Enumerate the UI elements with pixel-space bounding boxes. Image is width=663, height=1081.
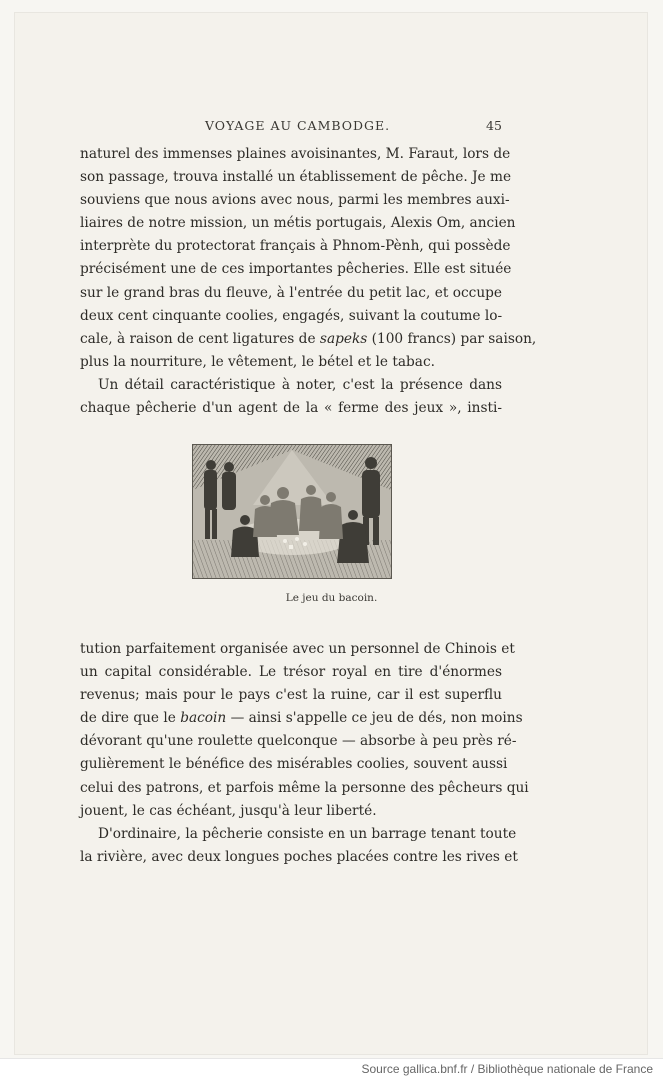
italic-term-sapeks: sapeks bbox=[319, 330, 368, 347]
text-line: D'ordinaire, la pêcherie consiste en un barrage tenant toute bbox=[98, 825, 517, 842]
source-attribution: Source gallica.bnf.fr / Bibliothèque nationale de France bbox=[361, 1062, 653, 1076]
engraving-illustration bbox=[192, 444, 392, 579]
text-line: Un détail caractéristique à noter, c'est la présence dans bbox=[98, 376, 502, 393]
text-line: sur le grand bras du fleuve, à l'entrée du petit lac, et occupe bbox=[80, 284, 502, 301]
text-line: liaires de notre mission, un métis portugais, Alexis Om, ancien bbox=[80, 215, 516, 232]
running-title: VOYAGE AU CAMBODGE. bbox=[205, 118, 391, 133]
text-line: gulièrement le bénéfice des misérables coolies, souvent aussi bbox=[80, 756, 508, 773]
text-line: celui des patrons, et parfois même la personne des pêcheurs qui bbox=[80, 779, 529, 796]
text-line: revenus; mais pour le pays c'est la ruine, car il est superflu bbox=[80, 687, 502, 704]
text-line: chaque pêcherie d'un agent de la « ferme des jeux », insti- bbox=[80, 400, 502, 417]
text-line: la rivière, avec deux longues poches placées contre les rives et bbox=[80, 848, 518, 865]
text-line: interprète du protectorat français à Phnom-Pènh, qui possède bbox=[80, 238, 511, 255]
figure-caption: Le jeu du bacoin. bbox=[285, 592, 378, 604]
running-header bbox=[0, 118, 663, 138]
text-segment: (100 francs) par saison, bbox=[371, 330, 537, 347]
text-segment: — ainsi s'appelle ce jeu de dés, non moins bbox=[230, 710, 523, 727]
text-line: naturel des immenses plaines avoisinantes, M. Faraut, lors de bbox=[80, 146, 511, 162]
text-line: tution parfaitement organisée avec un personnel de Chinois et bbox=[80, 641, 515, 657]
text-line bbox=[80, 328, 537, 351]
italic-term-bacoin: bacoin bbox=[180, 710, 227, 727]
page-number: 45 bbox=[486, 118, 502, 133]
text-line: dévorant qu'une roulette quelconque — absorbe à peu près ré- bbox=[80, 733, 517, 750]
text-line: plus la nourriture, le vêtement, le bétel et le tabac. bbox=[80, 353, 435, 370]
text-block-bottom bbox=[80, 638, 529, 869]
text-line: deux cent cinquante coolies, engagés, suivant la coutume lo- bbox=[80, 307, 503, 324]
text-line: souviens que nous avions avec nous, parmi les membres auxi- bbox=[80, 192, 510, 209]
source-footer bbox=[0, 1058, 663, 1081]
text-line bbox=[80, 707, 523, 730]
text-line: jouent, le cas échéant, jusqu'à leur liberté. bbox=[80, 802, 377, 819]
text-line: son passage, trouva installé un établissement de pêche. Je me bbox=[80, 169, 512, 186]
text-line: précisément une de ces importantes pêcheries. Elle est située bbox=[80, 261, 512, 278]
text-block-top bbox=[80, 143, 537, 420]
text-segment: de dire que le bbox=[80, 710, 176, 727]
engraving-drawing bbox=[193, 445, 391, 578]
text-segment: cale, à raison de cent ligatures de bbox=[80, 330, 316, 347]
text-line: un capital considérable. Le trésor royal en tire d'énormes bbox=[80, 664, 502, 681]
